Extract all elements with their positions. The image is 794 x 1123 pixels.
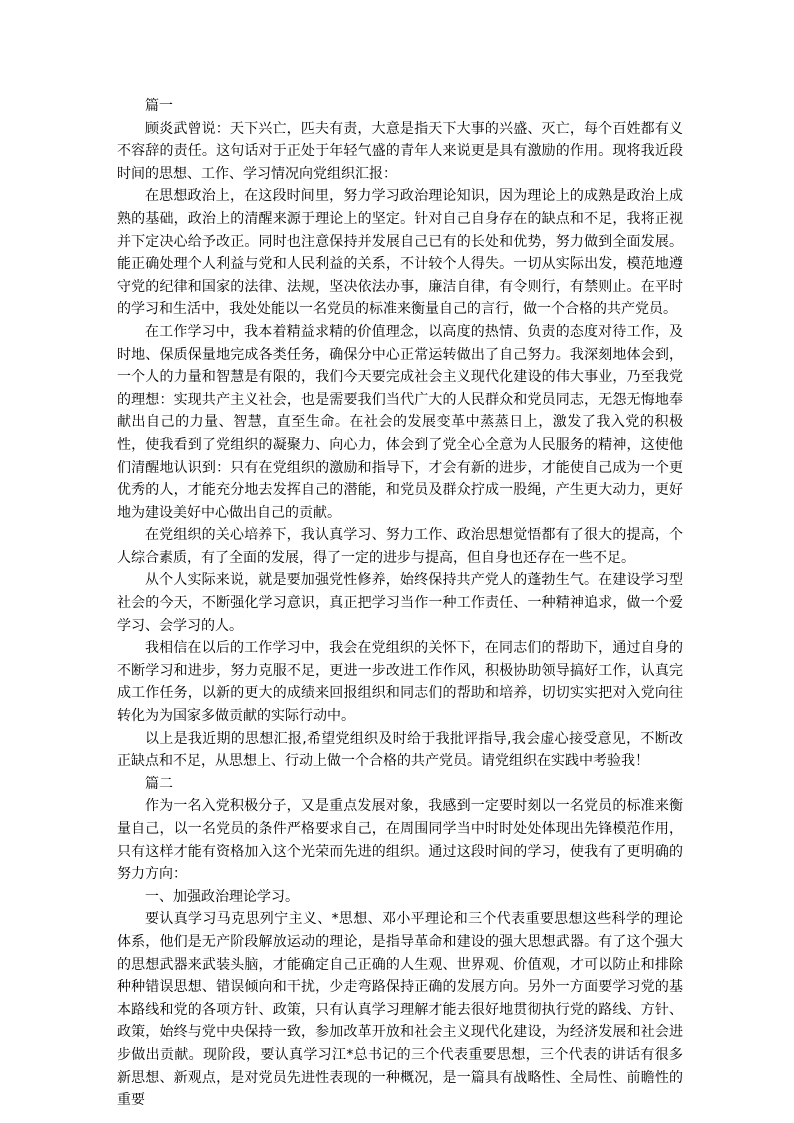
paragraph: 以上是我近期的思想汇报,希望党组织及时给于我批评指导,我会虚心接受意见，不断改正缺点和不足，从思想上、行动上做一个合格的共产党员。请党组织在实践中考验我！ (117, 730, 683, 770)
paragraph: 要认真学习马克思列宁主义、*思想、邓小平理论和三个代表重要思想这些科学的理论体系，他们是无产阶段解放运动的理论，是指导革命和建设的强大思想武器。有了这个强大的思想武器来武装头脑，才能确定自己正确的人生观、世界观、价值观，才可以防止和排除种种错误思想、错误倾向和干扰，少走弯路保持正确的发展方向。另外一方面要学习党的基本路线和党的各项方针、政策，只有认真学习理解才能去很好地贯彻执行党的路线、方针、政策，始终与党中央保持一致，参加改革开放和社会主义现代化建设，为经济发展和社会进步做出贡献。现阶段，要认真学习江*总书记的三个代表重要思想，三个代表的讲话有很多新思想、新观点，是对党员先进性表现的一种概况，是一篇具有战略性、全局性、前瞻性的重要 (117, 911, 683, 1109)
paragraph: 在工作学习中，我本着精益求精的价值理念，以高度的热情、负责的态度对待工作，及时地、保质保量地完成各类任务，确保分中心正常运转做出了自己努力。我深刻地体会到，一个人的力量和智慧是有限的，我们今天要完成社会主义现代化建设的伟大事业，乃至我党的理想：实现共产主义社会，也是需要我们当代广大的人民群众和党员同志，无怨无悔地奉献出自己的力量、智慧，直至生命。在社会的发展变革中蒸蒸日上，激发了我入党的积极性，使我看到了党组织的凝聚力、向心力，体会到了党全心全意为人民服务的精神，这使他们清醒地认识到：只有在党组织的激励和指导下，才会有新的进步，才能使自己成为一个更优秀的人，才能充分地去发挥自己的潜能，和党员及群众拧成一股绳，产生更大动力，更好地为建设美好中心做出自己的贡献。 (117, 323, 683, 521)
paragraph: 从个人实际来说，就是要加强党性修养，始终保持共产党人的蓬勃生气。在建设学习型社会的今天，不断强化学习意识，真正把学习当作一种工作责任、一种精神追求，做一个爱学习、会学习的人。 (117, 572, 683, 634)
paragraph: 在党组织的关心培养下，我认真学习、努力工作、政治思想觉悟都有了很大的提高，个人综合素质，有了全面的发展，得了一定的进步与提高，但自身也还存在一些不足。 (117, 527, 683, 566)
paragraph: 顾炎武曾说：天下兴亡，匹夫有责，大意是指天下大事的兴盛、灭亡，每个百姓都有义不容辞的责任。这句话对于正处于年轻气盛的青年人来说更是具有激励的作用。现将我近段时间的思想、工作、学习情况向党组织汇报： (117, 120, 683, 182)
section-heading-1: 篇一 (145, 98, 173, 114)
subheading: 一、加强政治理论学习。 (145, 888, 299, 905)
paragraph: 我相信在以后的工作学习中，我会在党组织的关怀下，在同志们的帮助下，通过自身的不断学习和进步，努力克服不足，更进一步改进工作作风，积极协助领导搞好工作，认真完成工作任务，以新的更大的成绩来回报组织和同志们的帮助和培养，切切实实把对入党向往转化为为国家多做贡献的实际行动中。 (117, 640, 683, 725)
paragraph: 作为一名入党积极分子，又是重点发展对象，我感到一定要时刻以一名党员的标准来衡量自己，以一名党员的条件严格要求自己，在周围同学当中时时处处体现出先锋模范作用，只有这样才能有资格加入这个光荣而先进的组织。通过这段时间的学习，使我有了更明确的努力方向： (117, 798, 683, 883)
document-page (117, 95, 683, 1112)
paragraph: 在思想政治上，在这段时间里，努力学习政治理论知识，因为理论上的成熟是政治上成熟的基础，政治上的清醒来源于理论上的坚定。针对自己自身存在的缺点和不足，我将正视并下定决心给予改正。同时也注意保持并发展自己已有的长处和优势，努力做到全面发展。能正确处理个人利益与党和人民利益的关系，不计较个人得失。一切从实际出发，模范地遵守党的纪律和国家的法律、法规，坚决依法办事，廉洁自律，有令则行，有禁则止。在平时的学习和生活中，我处处能以一名党员的标准来衡量自己的言行，做一个合格的共产党员。 (117, 188, 683, 318)
section-heading-2: 篇二 (145, 775, 173, 792)
